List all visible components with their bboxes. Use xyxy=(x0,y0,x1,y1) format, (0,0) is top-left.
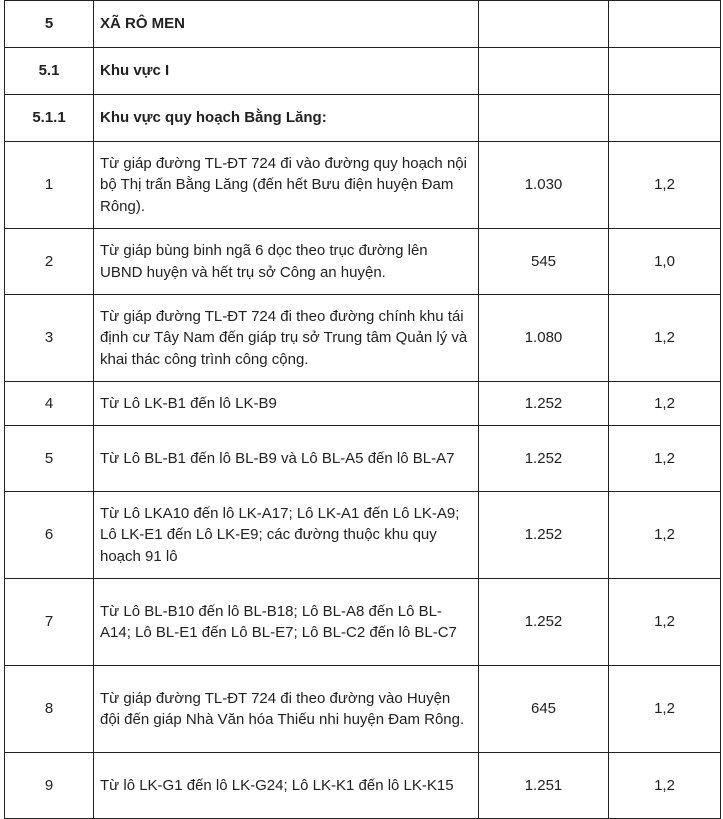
row-description: Từ Lô BL-B10 đến lô BL-B18; Lô BL-A8 đến Lô BL-A14; Lô BL-E1 đến Lô BL-E7; Lô BL-C2 đến lô BL-C7 xyxy=(94,579,479,666)
row-coefficient xyxy=(609,48,721,95)
row-number: 5 xyxy=(5,1,94,48)
table-row xyxy=(5,666,721,753)
table-row xyxy=(5,426,721,492)
row-number: 1 xyxy=(5,142,94,229)
row-description: Từ Lô LK-B1 đến lô LK-B9 xyxy=(94,382,479,426)
row-number: 5.1.1 xyxy=(5,95,94,142)
row-coefficient: 1,2 xyxy=(609,753,721,819)
row-price: 1.252 xyxy=(479,579,609,666)
row-price: 1.030 xyxy=(479,142,609,229)
table-row xyxy=(5,492,721,579)
row-coefficient: 1,2 xyxy=(609,426,721,492)
table-row xyxy=(5,48,721,95)
row-number: 4 xyxy=(5,382,94,426)
price-table xyxy=(4,0,721,819)
table-row xyxy=(5,1,721,48)
row-coefficient: 1,2 xyxy=(609,492,721,579)
row-number: 2 xyxy=(5,229,94,295)
row-number: 6 xyxy=(5,492,94,579)
row-price xyxy=(479,48,609,95)
row-price: 1.252 xyxy=(479,382,609,426)
row-description: Khu vực I xyxy=(94,48,479,95)
row-number: 5 xyxy=(5,426,94,492)
row-description: Từ giáp đường TL-ĐT 724 đi vào đường quy hoạch nội bộ Thị trấn Bằng Lăng (đến hết Bưu điện huyện Đam Rông). xyxy=(94,142,479,229)
row-number: 8 xyxy=(5,666,94,753)
table-row xyxy=(5,753,721,819)
row-description: Khu vực quy hoạch Bằng Lăng: xyxy=(94,95,479,142)
row-number: 3 xyxy=(5,295,94,382)
row-description: Từ lô LK-G1 đến lô LK-G24; Lô LK-K1 đến lô LK-K15 xyxy=(94,753,479,819)
table-row xyxy=(5,579,721,666)
row-coefficient: 1,2 xyxy=(609,142,721,229)
table-row xyxy=(5,229,721,295)
table-row xyxy=(5,142,721,229)
row-price: 1.080 xyxy=(479,295,609,382)
row-coefficient: 1,2 xyxy=(609,666,721,753)
row-price xyxy=(479,95,609,142)
row-description: Từ Lô BL-B1 đến lô BL-B9 và Lô BL-A5 đến lô BL-A7 xyxy=(94,426,479,492)
row-coefficient xyxy=(609,95,721,142)
table-row xyxy=(5,95,721,142)
row-coefficient: 1,0 xyxy=(609,229,721,295)
row-coefficient: 1,2 xyxy=(609,579,721,666)
row-price: 545 xyxy=(479,229,609,295)
row-coefficient: 1,2 xyxy=(609,295,721,382)
row-price: 1.252 xyxy=(479,492,609,579)
row-price xyxy=(479,1,609,48)
row-number: 5.1 xyxy=(5,48,94,95)
table-row xyxy=(5,382,721,426)
row-price: 1.251 xyxy=(479,753,609,819)
row-coefficient: 1,2 xyxy=(609,382,721,426)
row-description: XÃ RÔ MEN xyxy=(94,1,479,48)
row-description: Từ giáp bùng binh ngã 6 dọc theo trục đường lên UBND huyện và hết trụ sở Công an huyện. xyxy=(94,229,479,295)
table-row xyxy=(5,295,721,382)
row-price: 1.252 xyxy=(479,426,609,492)
row-number: 9 xyxy=(5,753,94,819)
row-description: Từ giáp đường TL-ĐT 724 đi theo đường vào Huyện đội đến giáp Nhà Văn hóa Thiếu nhi huyện Đam Rông. xyxy=(94,666,479,753)
row-description: Từ Lô LKA10 đến lô LK-A17; Lô LK-A1 đến Lô LK-A9; Lô LK-E1 đến Lô LK-E9; các đường thuộc khu quy hoạch 91 lô xyxy=(94,492,479,579)
row-number: 7 xyxy=(5,579,94,666)
row-price: 645 xyxy=(479,666,609,753)
row-coefficient xyxy=(609,1,721,48)
row-description: Từ giáp đường TL-ĐT 724 đi theo đường chính khu tái định cư Tây Nam đến giáp trụ sở Trung tâm Quản lý và khai thác công trình công cộng. xyxy=(94,295,479,382)
